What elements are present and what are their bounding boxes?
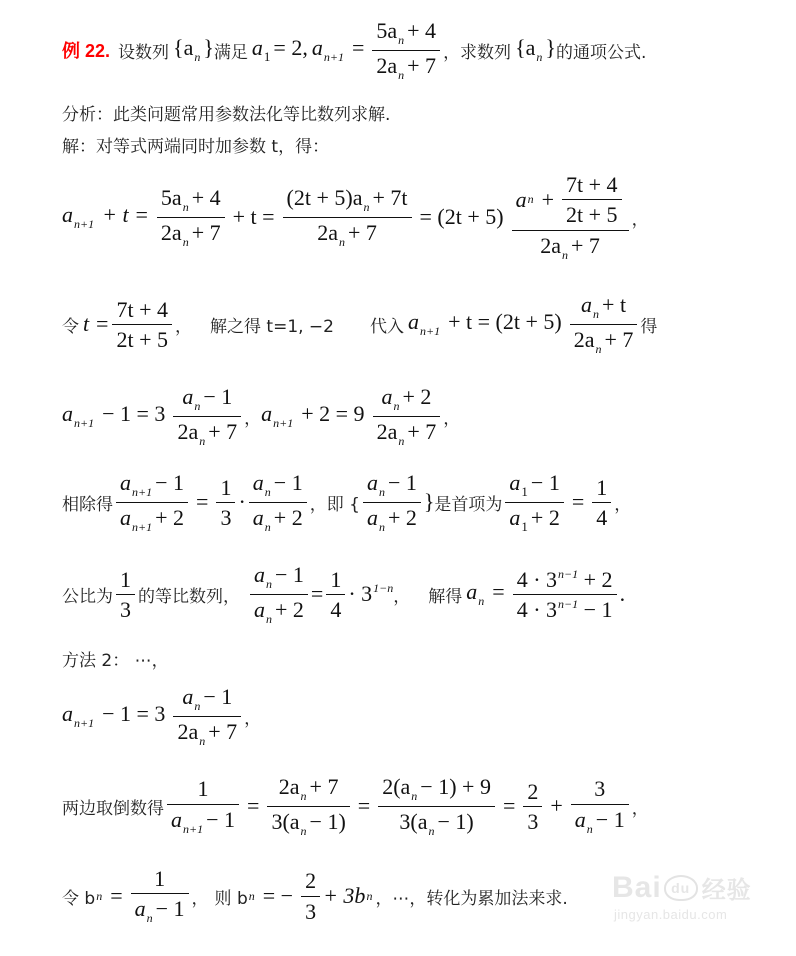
method-2-text: 方法 2： ⋯， <box>62 651 169 671</box>
fraction: $\frac{a_n + t}{2a_n + 7}$ <box>570 292 638 357</box>
problem-text: 的通项公式. <box>555 42 647 63</box>
fraction: $\frac{1}{a_n - 1}$ <box>131 866 189 926</box>
result-fraction: $\frac{4 \cdot 3^{n-1} + 2}{4 \cdot 3^{n-1} - 1}$ <box>513 567 617 623</box>
fraction: $\frac{2}{3}$ <box>523 779 542 835</box>
fraction: $\frac{a_n - 1}{a_n + 2}$ <box>363 470 421 535</box>
paw-icon: du <box>664 875 698 901</box>
equation-step-5: 公比为 $\frac{1}{3}$ 的等比数列， $\frac{a_n - 1}{a_n + 2}$ = $\frac{1}{4}$ · $3^{1-n}$ ， 解得 $a_n$ = $\frac{4 \cdot 3^{n-1} + 2}{4 \cdot 3^{n-1} - 1}$ . <box>62 562 626 626</box>
fraction: $\frac{2a_n + 7}{3(a_n - 1)}$ <box>267 774 349 839</box>
fraction: $\frac{a_1 - 1}{a_1 + 2}$ <box>505 470 563 535</box>
watermark-cn: 经验 <box>701 876 752 904</box>
example-label: 例 22. <box>62 41 111 62</box>
problem-text: 满足 <box>213 42 248 63</box>
recurrence-lhs: $a_{n+1}$ = <box>311 35 365 65</box>
equation-step-7: 两边取倒数得 $\frac{1}{a_{n+1} - 1}$ = $\frac{2a_n + 7}{3(a_n - 1)}$ = $\frac{2(a_n - 1) + 9}{3(a_n - 1)}$ = $\frac{2}{3}$ + $\frac{3}{a_n - 1}$ ， <box>62 774 649 838</box>
nested-fraction: a n + $\frac{7t + 4}{2t + 5}$ $2a_n + 7$ <box>512 172 629 262</box>
equation-step-2: 令 t = $\frac{7t + 4}{2t + 5}$ ， 解之得 t=1, −2 代入 $a_{n+1} + t = (2t + 5)$ $\frac{a_n + t}{2a_n + 7}$ 得 <box>62 292 658 356</box>
fraction: $\frac{2(a_n - 1) + 9}{3(a_n - 1)}$ <box>378 774 495 839</box>
equation-step-1: $a_{n+1} + t$ = $\frac{5a_n + 4}{2a_n + 7}$ + t = $\frac{(2t + 5)a_n + 7t}{2a_n + 7}$ = (2t + 5) a n + $\frac{7t + 4}{2t + 5}$ $2a_n + 7$ ， <box>62 172 649 262</box>
problem-text: ，求数列 <box>443 42 512 63</box>
equation-step-6: $a_{n+1} - 1 = 3$ $\frac{a_n - 1}{2a_n + 7}$ ， <box>62 684 262 748</box>
watermark-url: jingyan.baidu.com <box>614 907 728 922</box>
fraction: $\frac{1}{3}$ <box>116 567 135 623</box>
fraction: $\frac{a_n - 1}{a_n + 2}$ <box>250 562 308 627</box>
problem-statement <box>62 18 646 83</box>
inner-fraction: $\frac{7t + 4}{2t + 5}$ <box>562 172 622 228</box>
sequence-notation: {$a_n$ } <box>173 35 214 65</box>
equation-step-3: $a_{n+1} - 1 = 3$ $\frac{a_n - 1}{2a_n + 7}$ ， $a_{n+1} + 2 = 9$ $\frac{a_n + 2}{2a_n + 7}$ ， <box>62 384 461 448</box>
fraction: $\frac{3}{a_n - 1}$ <box>571 776 629 836</box>
problem-text: 设数列 <box>118 42 170 63</box>
fraction: $\frac{1}{4}$ <box>592 475 611 531</box>
fraction: $\frac{a_n + 2}{2a_n + 7}$ <box>373 384 441 449</box>
fraction: $\frac{(2t + 5)a_n + 7t}{2a_n + 7}$ <box>283 185 412 250</box>
watermark-brand: Bai <box>612 870 662 904</box>
solution-intro-line <box>62 132 329 157</box>
analysis-text: 分析：此类问题常用参数法化等比数列求解. <box>62 105 391 125</box>
fraction: $\frac{1}{a_{n+1} - 1}$ <box>167 776 239 836</box>
solution-intro-text: 解：对等式两端同时加参数 t，得： <box>62 137 330 157</box>
fraction: $\frac{5a_n + 4}{2a_n + 7}$ <box>157 185 225 250</box>
recurrence-fraction: $\frac{5a_n + 4}{2a_n + 7}$ <box>372 18 440 83</box>
baidu-watermark <box>612 870 762 940</box>
analysis-line <box>62 100 390 125</box>
fraction: $\frac{7t + 4}{2t + 5}$ <box>112 297 172 353</box>
equation-step-8: 令 b n = $\frac{1}{a_n - 1}$ ， 则 b n = − $\frac{2}{3}$ + 3b n ，⋯，转化为累加法来求. <box>62 866 568 926</box>
equation-step-4: 相除得 $\frac{a_{n+1} - 1}{a_{n+1} + 2}$ = $\frac{1}{3}$ · $\frac{a_n - 1}{a_n + 2}$ ，即 { $\frac{a_n - 1}{a_n + 2}$ } 是首项为 $\frac{a_1 - 1}{a_1 + 2}$ = $\frac{1}{4}$ ， <box>62 470 632 534</box>
fraction: $\frac{1}{4}$ <box>326 567 345 623</box>
fraction: $\frac{1}{3}$ <box>216 475 235 531</box>
fraction: $\frac{2}{3}$ <box>301 868 320 924</box>
initial-condition: $a_1 = 2$, <box>251 35 308 65</box>
solve-text: 解之得 t=1, −2 <box>210 316 334 337</box>
sequence-notation: {$a_n$ } <box>515 35 556 65</box>
method-2-line <box>62 646 169 671</box>
fraction: $\frac{a_n - 1}{2a_n + 7}$ <box>173 384 241 449</box>
fraction: $\frac{a_n - 1}{2a_n + 7}$ <box>173 684 241 749</box>
fraction: $\frac{a_{n+1} - 1}{a_{n+1} + 2}$ <box>116 470 188 535</box>
fraction: $\frac{a_n - 1}{a_n + 2}$ <box>249 470 307 535</box>
